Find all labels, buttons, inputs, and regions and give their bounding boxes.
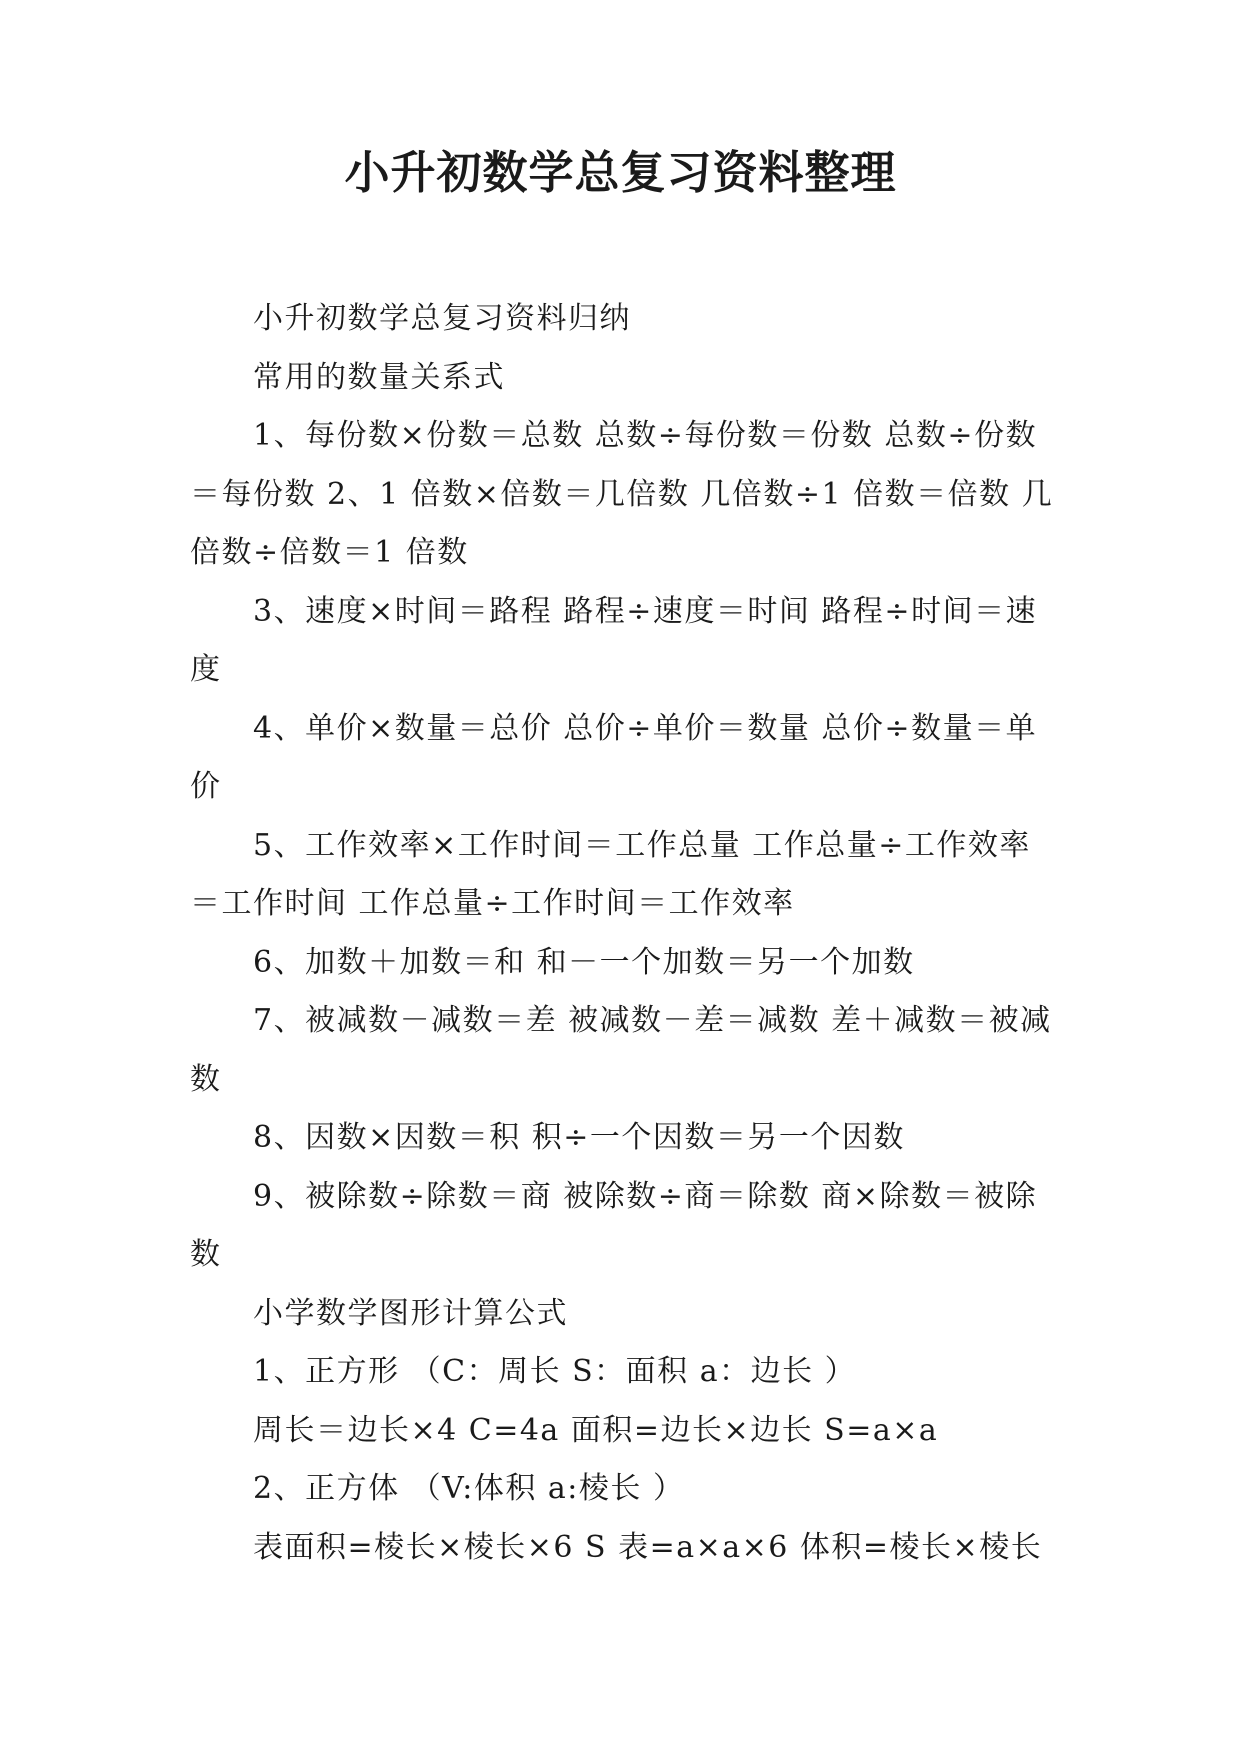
paragraph-formula-5: 5、工作效率×工作时间＝工作总量 工作总量÷工作效率＝工作时间 工作总量÷工作时间＝工作效率 (190, 827, 1031, 921)
paragraph-formula-8: 8、因数×因数＝积 积÷一个因数＝另一个因数 (253, 1120, 905, 1155)
paragraph-formula-4: 4、单价×数量＝总价 总价÷单价＝数量 总价÷数量＝单价 (190, 710, 1038, 804)
paragraph-relations-heading: 常用的数量关系式 (253, 359, 505, 395)
paragraph-square-heading: 1、正方形 （C：周长 S：面积 a：边长 ） (253, 1354, 857, 1389)
paragraph-summary-heading: 小升初数学总复习资料归纳 (253, 301, 631, 336)
paragraph-cube-heading: 2、正方体 （V:体积 a:棱长 ） (253, 1471, 685, 1506)
document-title: 小升初数学总复习资料整理 (344, 146, 897, 199)
document-body (190, 290, 1060, 1577)
paragraph-formula-9: 9、被除数÷除数＝商 被除数÷商＝除数 商×除数＝被除数 (190, 1178, 1038, 1272)
paragraph-formula-3: 3、速度×时间＝路程 路程÷速度＝时间 路程÷时间＝速度 (190, 593, 1038, 687)
paragraph-formula-6: 6、加数＋加数＝和 和－一个加数＝另一个加数 (253, 944, 915, 980)
paragraph-cube-formulas: 表面积=棱长×棱长×6 S 表=a×a×6 体积=棱长×棱长 (253, 1529, 1043, 1565)
paragraph-formula-1-2: 1、每份数×份数＝总数 总数÷每份数＝份数 总数÷份数＝每份数 2、1 倍数×倍数＝几倍数 几倍数÷1 倍数＝倍数 几倍数÷倍数＝1 倍数 (190, 418, 1054, 570)
paragraph-square-formulas: 周长＝边长×4 C=4a 面积=边长×边长 S=a×a (253, 1412, 939, 1448)
paragraph-geometry-heading: 小学数学图形计算公式 (253, 1295, 568, 1331)
paragraph-formula-7: 7、被减数－减数＝差 被减数－差＝减数 差＋减数＝被减数 (190, 1003, 1052, 1097)
